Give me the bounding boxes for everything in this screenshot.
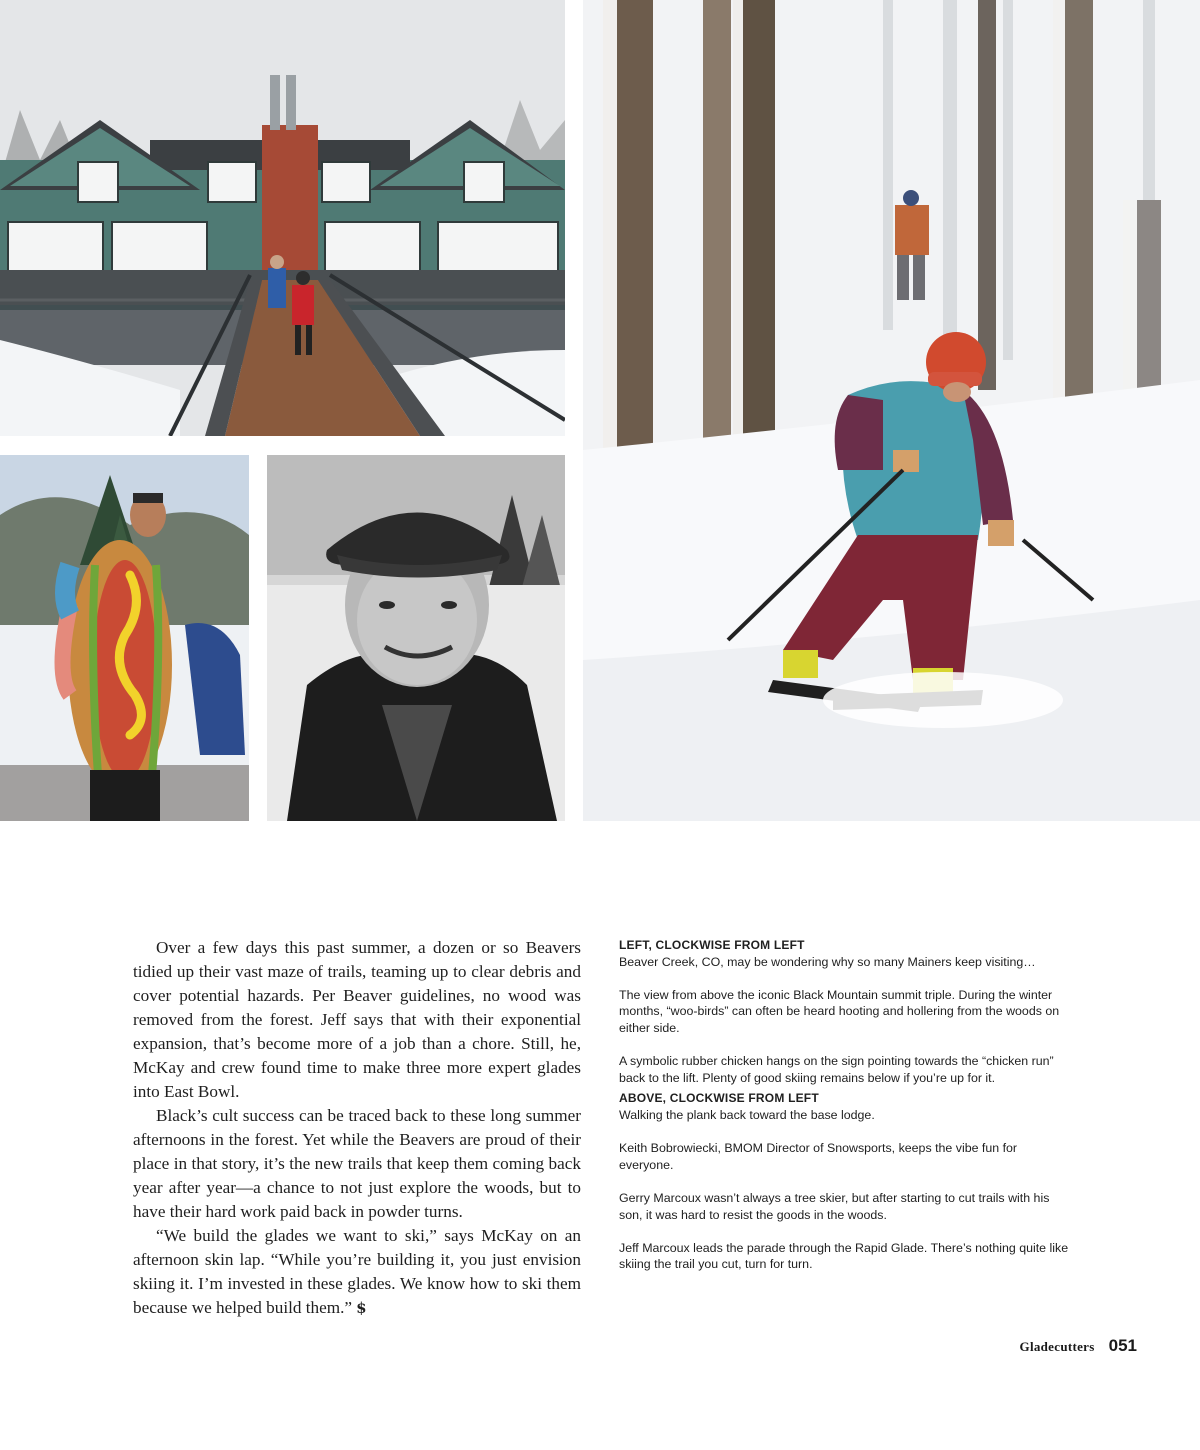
tree-skier-photo — [583, 0, 1200, 821]
lodge-boardwalk-photo — [0, 0, 565, 436]
caption-item: A symbolic rubber chicken hangs on the sign pointing towards the “chicken run” back to the lift. Plenty of good skiing remains below if you’re up for it. — [619, 1054, 1054, 1085]
page-number: 051 — [1108, 1336, 1137, 1355]
caption-item: Beaver Creek, CO, may be wondering why so many Mainers keep visiting… — [619, 954, 1036, 969]
caption-heading: ABOVE, CLOCKWISE FROM LEFT — [619, 1091, 819, 1106]
body-paragraph — [133, 1224, 581, 1320]
page-folio — [1020, 1336, 1137, 1356]
hotdog-costume-photo — [0, 455, 249, 821]
body-paragraph: Over a few days this past summer, a dozen or so Beavers tidied up their vast maze of trails, teaming up to clear debris and cover potential hazards. Per Beaver guidelines, no wood was removed from the forest. Jeff says that with their exponential expansion, that’s become more of a job than a chore. Still, he, McKay and crew found time to make three more expert glades into East Bowl. — [133, 938, 581, 1101]
caption-item: Walking the plank back toward the base lodge. — [619, 1107, 875, 1122]
caption-item: The view from above the iconic Black Mountain summit triple. During the winter months, “woo-birds” can often be heard hooting and hollering from the woods on either side. — [619, 987, 1060, 1035]
caption-item: Jeff Marcoux leads the parade through the Rapid Glade. There’s nothing quite like skiing the trail you cut, turn for turn. — [619, 1240, 1069, 1272]
caption-item: Gerry Marcoux wasn’t always a tree skier, but after starting to cut trails with his son, it was hard to resist the goods in the woods. — [619, 1190, 1050, 1222]
caption-item: Keith Bobrowiecki, BMOM Director of Snowsports, keeps the vibe fun for everyone. — [619, 1141, 1018, 1172]
article-body — [133, 936, 581, 1320]
end-mark: $ — [356, 1299, 367, 1317]
portrait-photo — [267, 455, 565, 821]
section-name: Gladecutters — [1019, 1339, 1095, 1354]
body-paragraph: Black’s cult success can be traced back to these long summer afternoons in the forest. Yet while the Beavers are proud of their place in that story, it’s the new trails that keep them coming back year after year—a chance to not just explore the woods, but to have their hard work paid back in powder turns. — [133, 1106, 581, 1221]
body-paragraph-text: “We build the glades we want to ski,” says McKay on an afternoon skin lap. “While you’re building it, you just envision skiing it. I’m invested in these glades. We know how to ski them because we helped build them.” — [133, 1226, 581, 1317]
photo-captions — [619, 937, 1069, 1273]
caption-heading: LEFT, CLOCKWISE FROM LEFT — [619, 938, 805, 952]
